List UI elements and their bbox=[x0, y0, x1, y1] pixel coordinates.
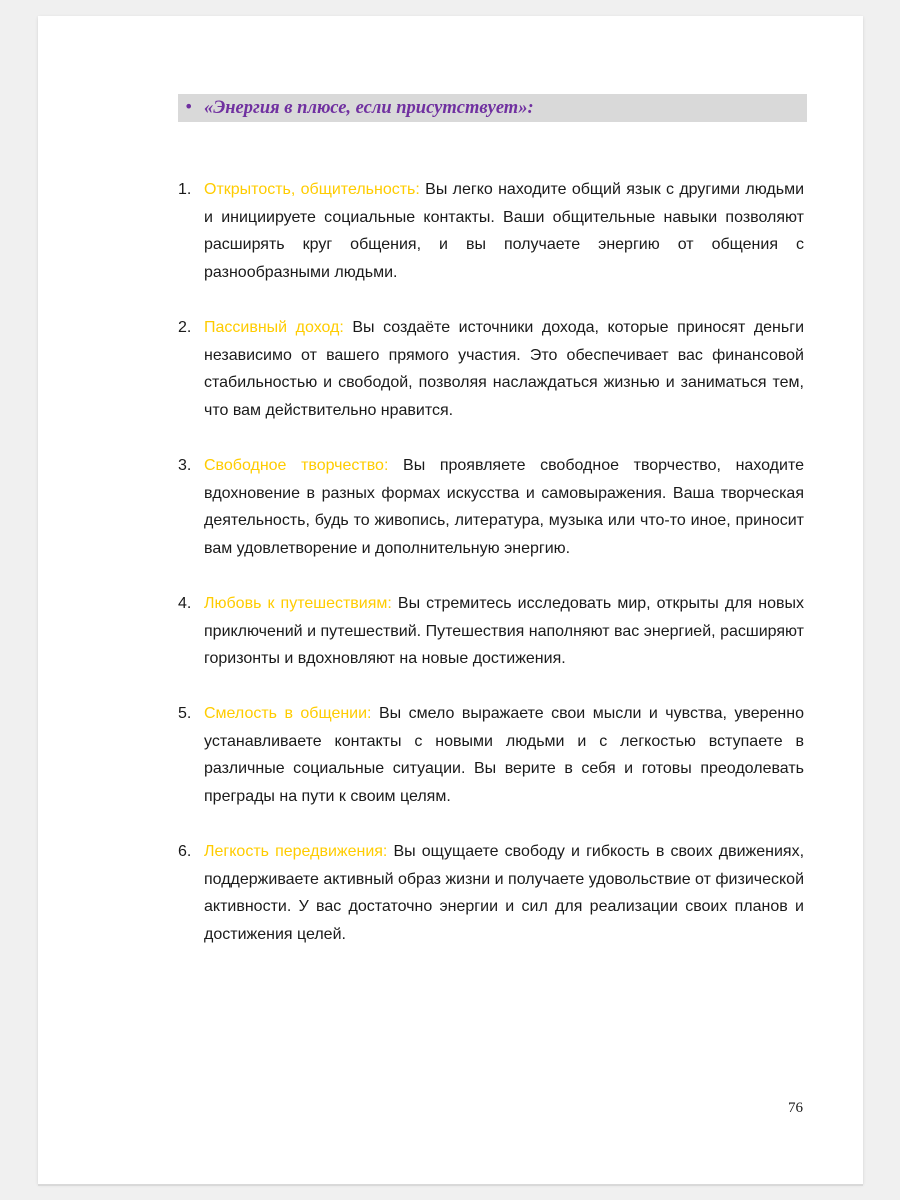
list-item-text: Вы легко находите общий язык с другими людьми и инициируете социальные контакты. Ваши общительные навыки позволяют расширять круг общения, и вы получаете энергию от общения с разнообразными людьми. bbox=[204, 181, 805, 281]
list-item-text: Вы стремитесь исследовать мир, открыты для новых приключений и путешествий. Путешествия наполняют вас энергией, расширяют горизонты и вдохновляют на новые достижения. bbox=[204, 595, 804, 668]
list-item bbox=[178, 700, 807, 810]
list-item-body bbox=[204, 700, 804, 810]
list-item bbox=[178, 452, 807, 562]
list-item-title: Свободное творчество: bbox=[204, 457, 389, 474]
list-item-title: Открытость, общительность: bbox=[204, 181, 420, 198]
list-item-text: Вы проявляете свободное творчество, находите вдохновение в разных формах искусства и самовыражения. Ваша творческая деятельность, будь то живопись, литература, музыка или что-то иное, приносит вам удовлетворение и дополнительную энергию. bbox=[204, 457, 805, 557]
section-header bbox=[178, 94, 807, 122]
list-item bbox=[178, 838, 807, 948]
list-item-number: 1. bbox=[178, 181, 192, 198]
list-item bbox=[178, 176, 807, 286]
list-item-body bbox=[204, 314, 804, 424]
page-number: 76 bbox=[788, 1100, 803, 1116]
list-item bbox=[178, 314, 807, 424]
list-item bbox=[178, 590, 807, 673]
list-item-number: 4. bbox=[178, 595, 192, 612]
list-item-body bbox=[204, 838, 804, 948]
list-item-number: 6. bbox=[178, 843, 192, 860]
page-shadow-divider bbox=[38, 1184, 863, 1186]
bullet-icon: • bbox=[184, 97, 194, 116]
list-item-title: Смелость в общении: bbox=[204, 705, 372, 722]
document-page bbox=[38, 16, 863, 1184]
list-item-body bbox=[204, 176, 804, 286]
list-item-body bbox=[204, 452, 804, 562]
list-item-title: Любовь к путешествиям: bbox=[204, 595, 392, 612]
list-item-number: 5. bbox=[178, 705, 192, 722]
list-item-number: 2. bbox=[178, 319, 192, 336]
list-item-text: Вы создаёте источники дохода, которые приносят деньги независимо от вашего прямого участия. Это обеспечивает вас финансовой стабильностью и свободой, позволяя наслаждаться жизнью и заниматься тем, что вам действительно нравится. bbox=[204, 319, 804, 419]
list-item-title: Легкость передвижения: bbox=[204, 843, 388, 860]
list-item-number: 3. bbox=[178, 457, 192, 474]
section-header-text: «Энергия в плюсе, если присутствует»: bbox=[204, 98, 534, 118]
list-item-body bbox=[204, 590, 804, 673]
list-item-title: Пассивный доход: bbox=[204, 319, 344, 336]
list-item-text: Вы ощущаете свободу и гибкость в своих движениях, поддерживаете активный образ жизни и получаете удовольствие от физической активности. У вас достаточно энергии и сил для реализации своих планов и достижения целей. bbox=[204, 843, 805, 943]
list-item-text: Вы смело выражаете свои мысли и чувства, уверенно устанавливаете контакты с новыми людьми и с легкостью вступаете в различные социальные ситуации. Вы верите в себя и готовы преодолевать преграды на пути к своим целям. bbox=[204, 705, 804, 805]
